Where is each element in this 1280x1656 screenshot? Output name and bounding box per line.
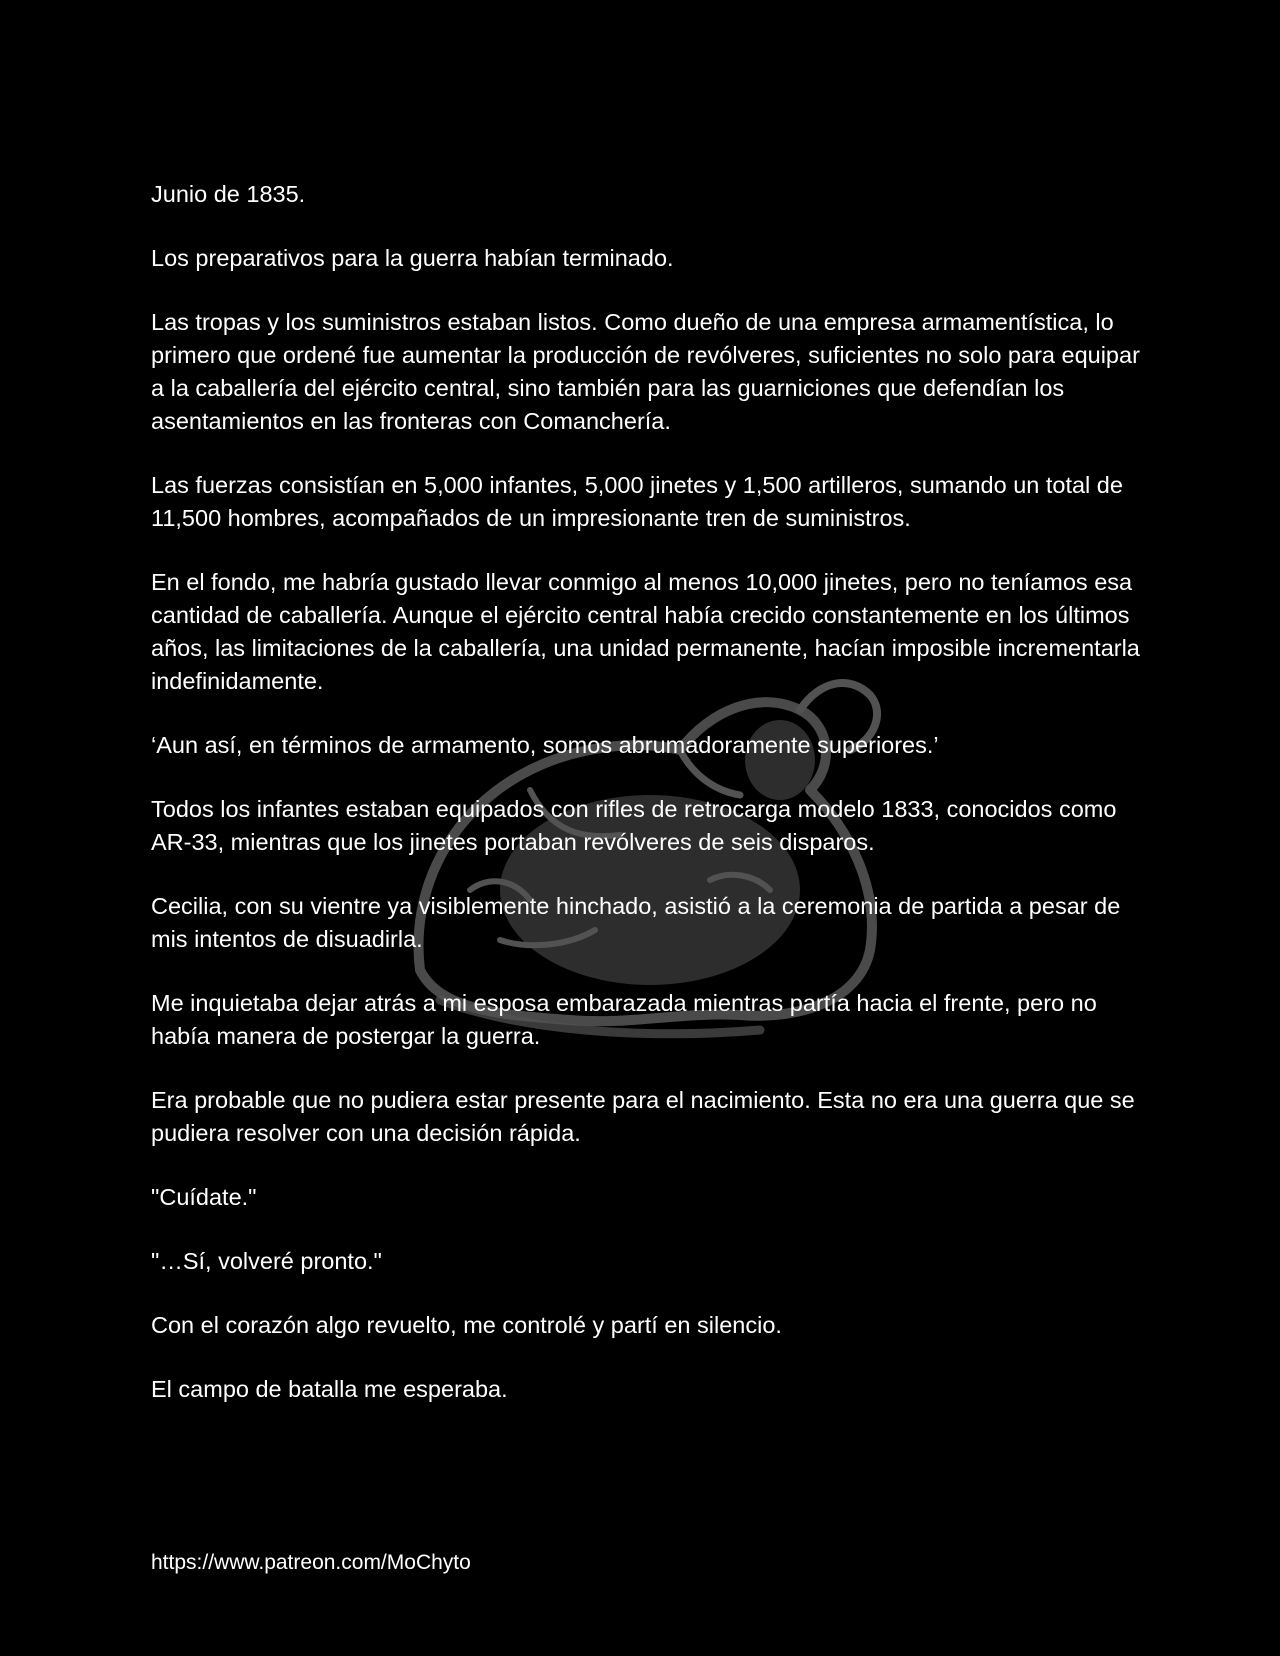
paragraph-preparations: Los preparativos para la guerra habían terminado.: [151, 245, 674, 271]
paragraph-date: Junio de 1835.: [151, 181, 306, 207]
paragraph-cavalry: En el fondo, me habría gustado llevar conmigo al menos 10,000 jinetes, pero no teníamos esa cantidad de caballería. Aunque el ejército central había crecido constantemente en los últimos años, las limitaciones de la caballería, una unidad permanente, hacían imposible incrementarla indefinidamente.: [151, 569, 1140, 694]
paragraph-battlefield: El campo de batalla me esperaba.: [151, 1376, 508, 1402]
paragraph-cecilia: Cecilia, con su vientre ya visiblemente hinchado, asistió a la ceremonia de partida a pesar de mis intentos de disuadirla.: [151, 893, 1121, 952]
paragraph-armament: ‘Aun así, en términos de armamento, somos abrumadoramente superiores.’: [151, 732, 939, 758]
paragraph-worry: Me inquietaba dejar atrás a mi esposa embarazada mientras partía hacia el frente, pero no había manera de postergar la guerra.: [151, 990, 1097, 1049]
paragraph-forces: Las fuerzas consistían en 5,000 infantes, 5,000 jinetes y 1,500 artilleros, sumando un total de 11,500 hombres, acompañados de un impresionante tren de suministros.: [151, 472, 1123, 531]
paragraph-departure: Con el corazón algo revuelto, me controlé y partí en silencio.: [151, 1312, 782, 1338]
paragraph-dialogue-1: "Cuídate.": [151, 1184, 257, 1210]
paragraph-rifles: Todos los infantes estaban equipados con rifles de retrocarga modelo 1833, conocidos como AR-33, mientras que los jinetes portaban revólveres de seis disparos.: [151, 796, 1117, 855]
document-body: [151, 178, 1141, 1437]
paragraph-troops: Las tropas y los suministros estaban listos. Como dueño de una empresa armamentística, lo primero que ordené fue aumentar la producción de revólveres, suficientes no solo para equipar a la caballería del ejército central, sino también para las guarniciones que defendían los asentamientos en las fronteras con Comanchería.: [151, 309, 1140, 434]
paragraph-dialogue-2: "…Sí, volveré pronto.": [151, 1248, 382, 1274]
patreon-link[interactable]: https://www.patreon.com/MoChyto: [151, 1551, 471, 1574]
paragraph-birth: Era probable que no pudiera estar presente para el nacimiento. Esta no era una guerra que se pudiera resolver con una decisión rápida.: [151, 1087, 1135, 1146]
